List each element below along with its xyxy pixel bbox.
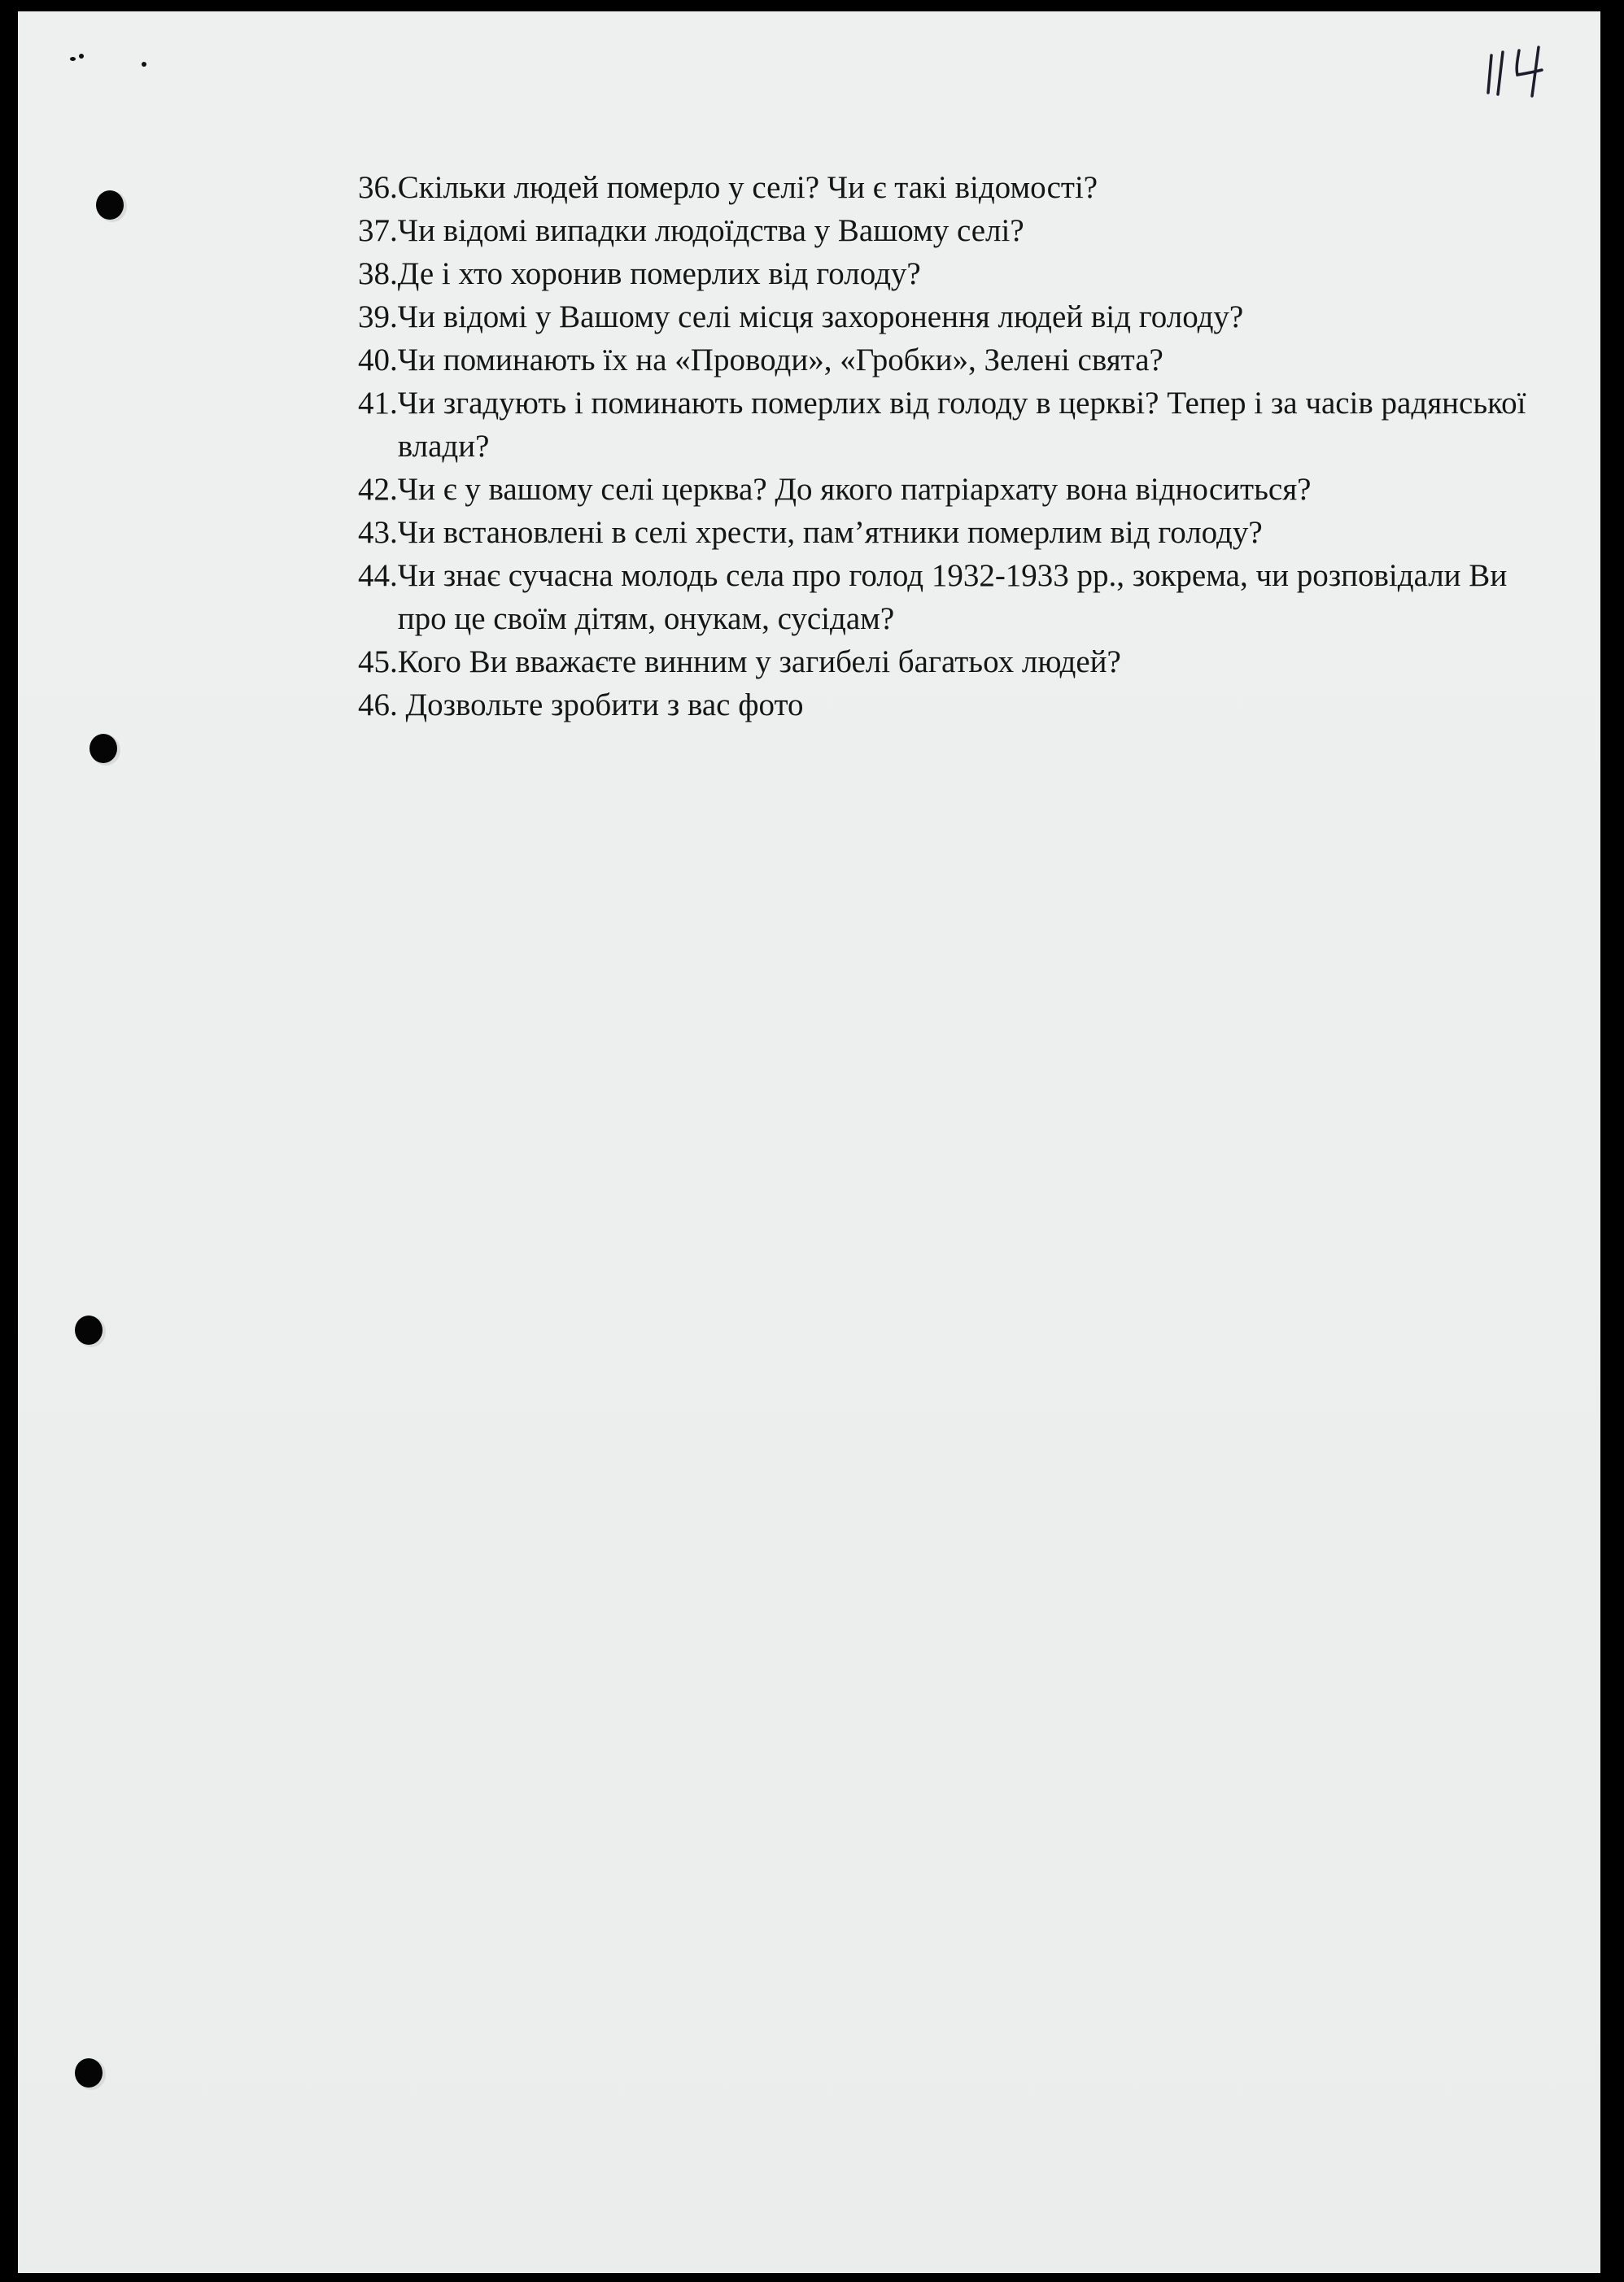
question-item	[358, 209, 1530, 252]
question-number: 46.	[358, 687, 406, 722]
question-number: 36.	[358, 170, 398, 205]
question-number: 39.	[358, 299, 398, 334]
paper-sheet	[18, 11, 1600, 2273]
question-number: 41.	[358, 386, 398, 421]
question-item	[358, 252, 1530, 295]
question-item	[358, 468, 1530, 511]
question-number: 40.	[358, 343, 398, 377]
question-text: Скільки людей померло у селі? Чи є такі відомості?	[397, 170, 1098, 205]
question-number: 44.	[358, 558, 398, 593]
question-text: Дозвольте зробити з вас фото	[405, 687, 804, 722]
question-item	[358, 683, 1530, 726]
question-text: Чи відомі у Вашому селі місця захоронення людей від голоду?	[397, 299, 1244, 334]
ink-speck	[142, 62, 146, 67]
question-item	[358, 640, 1530, 683]
punch-hole-1	[96, 190, 124, 220]
question-text: Де і хто хоронив померлих від голоду?	[397, 256, 921, 291]
question-item	[358, 382, 1530, 468]
punch-hole-2	[89, 734, 117, 763]
ink-speck	[79, 54, 84, 59]
question-list	[358, 166, 1530, 726]
punch-hole-3	[75, 1316, 103, 1345]
punch-hole-4	[75, 2058, 103, 2088]
question-text: Чи відомі випадки людоїдства у Вашому селі?	[397, 213, 1024, 248]
question-item	[358, 338, 1530, 382]
question-number: 43.	[358, 515, 398, 550]
question-item	[358, 554, 1530, 640]
question-text: Чи встановлені в селі хрести, пам’ятники померлим від голоду?	[397, 515, 1263, 550]
question-text: Чи поминають їх на «Проводи», «Гробки», Зелені свята?	[397, 343, 1163, 377]
question-item	[358, 295, 1530, 338]
question-item	[358, 511, 1530, 554]
question-text: Кого Ви вважаєте винним у загибелі багатьох людей?	[397, 644, 1121, 679]
question-number: 37.	[358, 213, 398, 248]
question-text: Чи є у вашому селі церква? До якого патріархату вона відноситься?	[397, 472, 1312, 507]
ink-speck	[70, 57, 76, 61]
question-text: Чи знає сучасна молодь села про голод 1932-1933 рр., зокрема, чи розповідали Ви про це своїм дітям, онукам, сусідам?	[397, 558, 1508, 636]
question-item	[358, 166, 1530, 209]
question-text: Чи згадують і поминають померлих від голоду в церкві? Тепер і за часів радянської влади?	[397, 386, 1526, 464]
question-number: 42.	[358, 472, 398, 507]
question-number: 45.	[358, 644, 398, 679]
handwritten-page-number	[1485, 42, 1558, 99]
question-number: 38.	[358, 256, 398, 291]
